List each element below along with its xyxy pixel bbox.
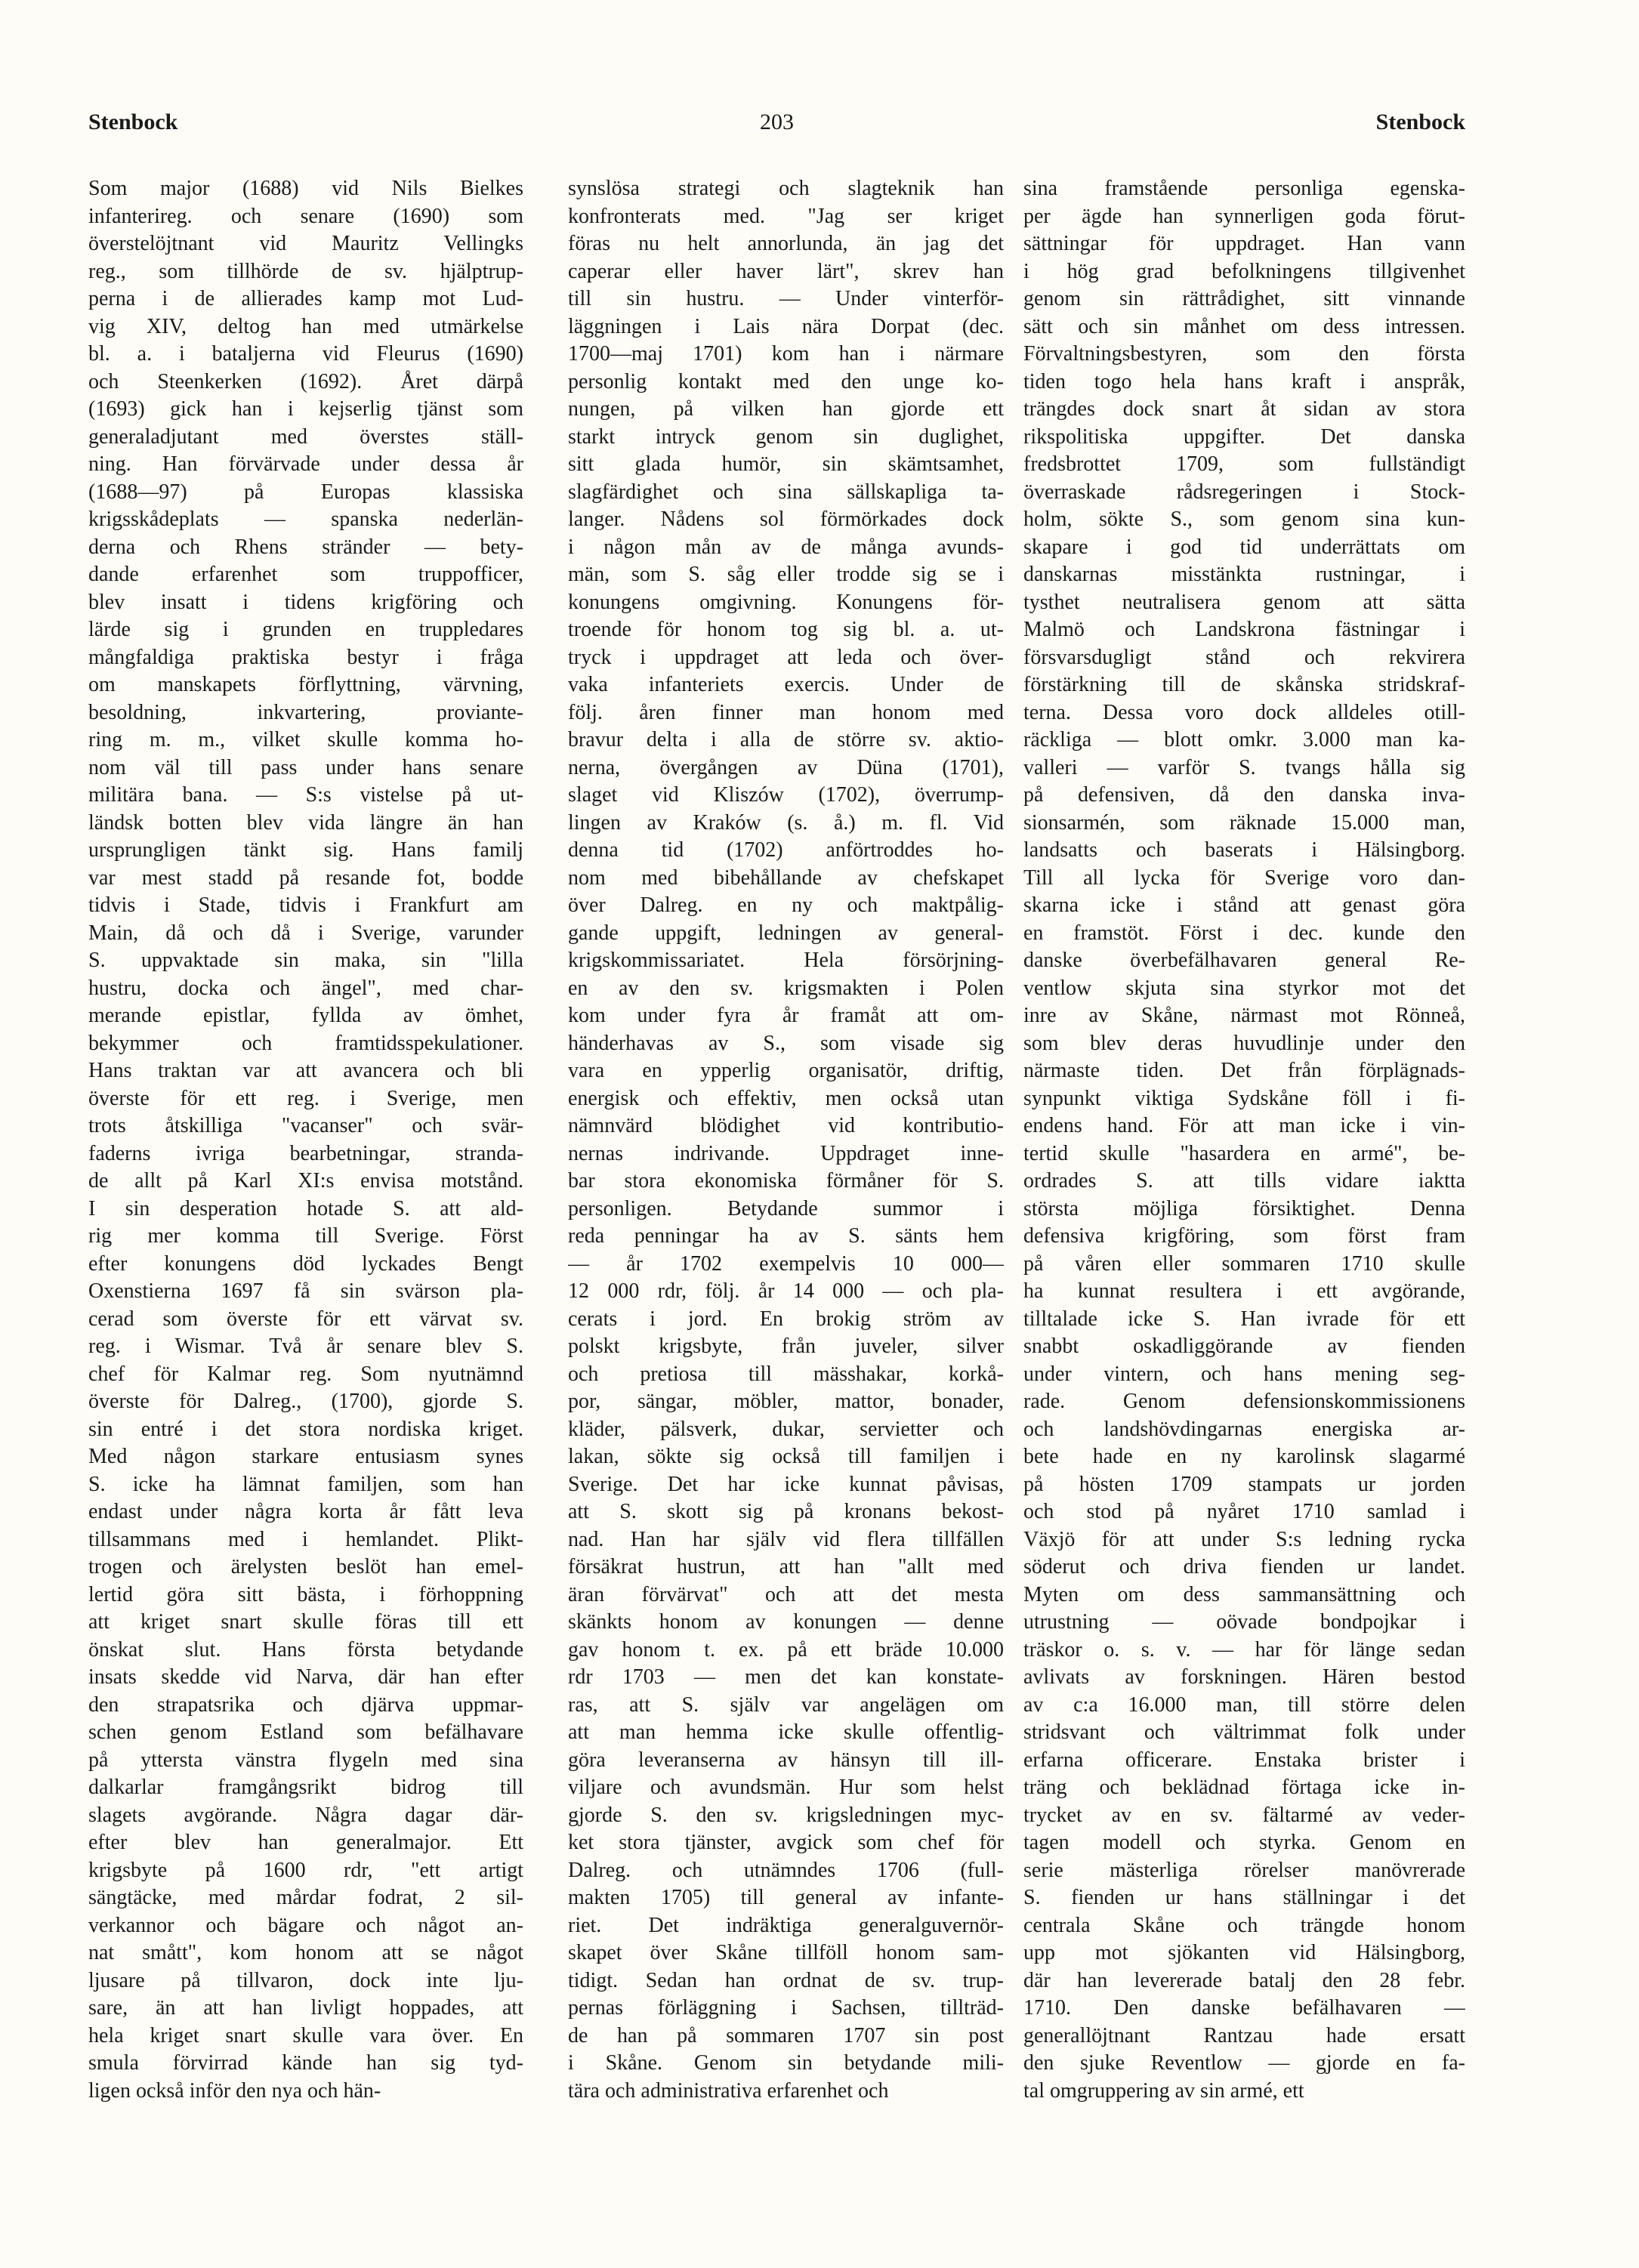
text-line: mångfaldiga praktiska bestyr i fråga bbox=[88, 645, 523, 669]
text-line: besoldning, inkvartering, proviante- bbox=[88, 700, 523, 724]
text-line: Förvaltningsbestyren, som den första bbox=[1023, 342, 1465, 366]
text-line: trängdes dock snart åt sidan av stora bbox=[1023, 397, 1465, 421]
text-line: insats skedde vid Narva, där han efter bbox=[88, 1665, 523, 1689]
text-line: om manskapets förflyttning, värvning, bbox=[88, 673, 523, 696]
text-line: rig mer komma till Sverige. Först bbox=[88, 1224, 523, 1248]
text-line: träng och beklädnad förtaga icke in- bbox=[1023, 1776, 1465, 1799]
text-line: slagets avgörande. Några dagar där- bbox=[88, 1803, 523, 1827]
text-line: den sjuke Reventlow — gjorde en fa- bbox=[1023, 2051, 1465, 2075]
text-line: smula förvirrad kände han sig tyd- bbox=[88, 2051, 523, 2075]
text-line: verkannor och bägare och något an- bbox=[88, 1913, 523, 1937]
text-line: sionsarmén, som räknade 15.000 man, bbox=[1023, 810, 1465, 835]
text-line: trycket av en sv. fältarmé av veder- bbox=[1023, 1803, 1465, 1827]
text-line: ländsk botten blev vida längre än han bbox=[88, 810, 523, 835]
page-number: 203 bbox=[760, 110, 794, 134]
text-line: personligen. Betydande summor i bbox=[568, 1196, 1004, 1220]
text-line: makten 1705) till general av infante- bbox=[568, 1886, 1004, 1909]
text-line: efter blev han generalmajor. Ett bbox=[88, 1831, 523, 1854]
text-line: Som major (1688) vid Nils Bielkes bbox=[88, 177, 523, 200]
text-line: 1700—maj 1701) kom han i närmare bbox=[568, 342, 1004, 366]
text-line: överstelöjtnant vid Mauritz Vellingks bbox=[88, 232, 523, 255]
text-line: var mest stadd på resande fot, bodde bbox=[88, 866, 523, 890]
text-line: till sin hustru. — Under vinterför- bbox=[568, 287, 1004, 310]
text-line: Oxenstierna 1697 få sin svärson pla- bbox=[88, 1279, 523, 1303]
text-line: (1693) gick han i kejserlig tjänst som bbox=[88, 397, 523, 421]
text-line: händerhavas av S., som visade sig bbox=[568, 1031, 1004, 1055]
text-line: centrala Skåne och trängde honom bbox=[1023, 1913, 1465, 1937]
text-line: tillsammans med i hemlandet. Plikt- bbox=[88, 1527, 523, 1551]
text-line: på hösten 1709 stampats ur jorden bbox=[1023, 1472, 1465, 1496]
text-line: chef för Kalmar reg. Som nyutnämnd bbox=[88, 1362, 523, 1386]
text-line: endast under några korta år fått leva bbox=[88, 1500, 523, 1523]
text-line: hela kriget snart skulle vara över. En bbox=[88, 2023, 523, 2047]
text-line: 1710. Den danske befälhavaren — bbox=[1023, 1996, 1465, 2020]
text-line: generaladjutant med överstes ställ- bbox=[88, 424, 523, 449]
text-line: sina framstående personliga egenska- bbox=[1023, 177, 1465, 200]
text-line: skarna icke i stånd att genast göra bbox=[1023, 893, 1465, 917]
text-line: utrustning — oövade bondpojkar i bbox=[1023, 1610, 1465, 1634]
text-line: perna i de allierades kamp mot Lud- bbox=[88, 287, 523, 310]
text-line: riet. Det indräktiga generalguvernör- bbox=[568, 1913, 1004, 1937]
text-line: rikspolitiska uppgifter. Det danska bbox=[1023, 424, 1465, 449]
text-line: starkt intryck genom sin duglighet, bbox=[568, 424, 1004, 449]
text-line: tiden togo hela hans kraft i anspråk, bbox=[1023, 369, 1465, 393]
text-line: reg. i Wismar. Två år senare blev S. bbox=[88, 1335, 523, 1358]
text-line: dande erfarenhet som truppofficer, bbox=[88, 563, 523, 586]
text-column-2 bbox=[568, 175, 1004, 2105]
text-line: gande uppgift, ledningen av general- bbox=[568, 921, 1004, 945]
text-line: endens hand. För att man icke i vin- bbox=[1023, 1114, 1465, 1137]
text-line: önskat slut. Hans första betydande bbox=[88, 1637, 523, 1662]
text-line: konungens omgivning. Konungens för- bbox=[568, 590, 1004, 614]
text-line: holm, sökte S., som genom sina kun- bbox=[1023, 508, 1465, 531]
text-line: de han på sommaren 1707 sin post bbox=[568, 2023, 1004, 2047]
text-line: under vintern, och hans mening seg- bbox=[1023, 1362, 1465, 1386]
text-line: dalkarlar framgångsrikt bidrog till bbox=[88, 1776, 523, 1799]
text-line: reda penningar ha av S. sänts hem bbox=[568, 1224, 1004, 1248]
text-line: tagen modell och styrka. Genom en bbox=[1023, 1831, 1465, 1854]
text-line: Växjö för att under S:s ledning rycka bbox=[1023, 1527, 1465, 1551]
text-column-1 bbox=[88, 175, 523, 2105]
text-line: generallöjtnant Rantzau hade ersatt bbox=[1023, 2023, 1465, 2047]
text-line: försvarsdugligt stånd och rekvirera bbox=[1023, 645, 1465, 669]
text-line: sitt glada humör, sin skämtsamhet, bbox=[568, 452, 1004, 476]
text-line: derna och Rhens stränder — bety- bbox=[88, 535, 523, 559]
text-line: och Steenkerken (1692). Året därpå bbox=[88, 369, 523, 393]
text-line: cerats i jord. En brokig ström av bbox=[568, 1307, 1004, 1331]
text-line: inre av Skåne, närmast mot Rönneå, bbox=[1023, 1004, 1465, 1027]
text-line: överste för ett reg. i Sverige, men bbox=[88, 1086, 523, 1110]
text-line: sare, än att han livligt hoppades, att bbox=[88, 1996, 523, 2020]
text-line: män, som S. såg eller trodde sig se i bbox=[568, 563, 1004, 586]
text-line: nom väl till pass under hans senare bbox=[88, 755, 523, 779]
text-line: upp mot sjökanten vid Hälsingborg, bbox=[1023, 1941, 1465, 1964]
text-line: i hög grad befolkningens tillgivenhet bbox=[1023, 259, 1465, 283]
text-line: tertid skulle "hasardera en armé", be- bbox=[1023, 1141, 1465, 1165]
text-line: sängtäcke, med mårdar fodrat, 2 sil- bbox=[88, 1886, 523, 1909]
text-line: lärde sig i grunden en truppledares bbox=[88, 618, 523, 641]
text-line: tryck i uppdraget att leda och över- bbox=[568, 645, 1004, 669]
text-line: kläder, pälsverk, dukar, servietter och bbox=[568, 1417, 1004, 1441]
text-line: följ. åren finner man honom med bbox=[568, 700, 1004, 724]
text-line: blev insatt i tidens krigföring och bbox=[88, 590, 523, 614]
text-line: Myten om dess sammansättning och bbox=[1023, 1582, 1465, 1606]
running-head bbox=[88, 107, 1465, 137]
text-line: rade. Genom defensionskommissionens bbox=[1023, 1390, 1465, 1413]
text-line: troende för honom tog sig bl. a. ut- bbox=[568, 618, 1004, 641]
text-line: viljare och avundsmän. Hur som helst bbox=[568, 1776, 1004, 1799]
text-line: konfronterats med. "Jag ser kriget bbox=[568, 204, 1004, 228]
text-line: bekymmer och framtidsspekulationer. bbox=[88, 1031, 523, 1055]
text-line: krigsskådeplats — spanska nederlän- bbox=[88, 508, 523, 531]
text-line: hustru, docka och ängel", med char- bbox=[88, 976, 523, 1000]
text-line: bar stora ekonomiska förmåner för S. bbox=[568, 1169, 1004, 1193]
text-line: ljusare på tillvaron, dock inte lju- bbox=[88, 1968, 523, 1992]
text-line: synslösa strategi och slagteknik han bbox=[568, 177, 1004, 200]
text-line: ursprungligen tänkt sig. Hans familj bbox=[88, 838, 523, 862]
text-line: per ägde han synnerligen goda förut- bbox=[1023, 204, 1465, 228]
text-line: att kriget snart skulle föras till ett bbox=[88, 1610, 523, 1634]
text-line: defensiva krigföring, som först fram bbox=[1023, 1224, 1465, 1248]
text-line: nad. Han har själv vid flera tillfällen bbox=[568, 1527, 1004, 1551]
text-line: efter konungens död lyckades Bengt bbox=[88, 1251, 523, 1276]
text-line: militära bana. — S:s vistelse på ut- bbox=[88, 783, 523, 807]
text-line: den strapatsrika och djärva uppmar- bbox=[88, 1693, 523, 1717]
running-head-left-title: Stenbock bbox=[88, 110, 178, 134]
text-line: fredsbrottet 1709, som fullständigt bbox=[1023, 452, 1465, 476]
text-line: söderut och driva fienden ur landet. bbox=[1023, 1555, 1465, 1578]
text-line: schen genom Estland som befälhavare bbox=[88, 1720, 523, 1744]
text-line: Sverige. Det har icke kunnat påvisas, bbox=[568, 1472, 1004, 1496]
text-line: på våren eller sommaren 1710 skulle bbox=[1023, 1251, 1465, 1276]
text-line: ras, att S. själv var angelägen om bbox=[568, 1693, 1004, 1717]
text-line: terna. Dessa voro dock alldeles otill- bbox=[1023, 700, 1465, 724]
text-line: S. uppvaktade sin maka, sin "lilla bbox=[88, 949, 523, 972]
running-head-right-title: Stenbock bbox=[1375, 110, 1465, 134]
text-line: vig XIV, deltog han med utmärkelse bbox=[88, 314, 523, 338]
text-line: 12 000 rdr, följ. år 14 000 — och pla- bbox=[568, 1279, 1004, 1303]
text-line: infanterireg. och senare (1690) som bbox=[88, 204, 523, 228]
text-line: slaget vid Kliszów (1702), överrump- bbox=[568, 783, 1004, 807]
text-line: Malmö och Landskrona fästningar i bbox=[1023, 618, 1465, 641]
text-line: danske överbefälhavaren general Re- bbox=[1023, 949, 1465, 972]
text-line: nämnvärd blödighet vid kontributio- bbox=[568, 1114, 1004, 1137]
text-line: nom med bibehållande av chefskapet bbox=[568, 866, 1004, 890]
text-line: över Dalreg. en ny och maktpålig- bbox=[568, 893, 1004, 917]
text-line: por, sängar, möbler, mattor, bonader, bbox=[568, 1390, 1004, 1413]
text-line: snabbt oskadliggörande av fienden bbox=[1023, 1335, 1465, 1358]
text-line: S. icke ha lämnat familjen, som han bbox=[88, 1472, 523, 1496]
text-line: Hans traktan var att avancera och bli bbox=[88, 1059, 523, 1082]
text-line: Main, då och då i Sverige, varunder bbox=[88, 921, 523, 945]
text-line: valleri — varför S. tvangs hålla sig bbox=[1023, 755, 1465, 779]
text-line: bravur delta i alla de större sv. aktio- bbox=[568, 728, 1004, 751]
text-line: och landshövdingarnas energiska ar- bbox=[1023, 1417, 1465, 1441]
text-column-3 bbox=[1023, 175, 1465, 2105]
text-line: danskarnas misstänkta rustningar, i bbox=[1023, 563, 1465, 586]
text-line: en av den sv. krigsmakten i Polen bbox=[568, 976, 1004, 1000]
text-line: landsatts och baserats i Hälsingborg. bbox=[1023, 838, 1465, 862]
text-line: faderns ivriga bearbetningar, stranda- bbox=[88, 1141, 523, 1165]
text-line: Dalreg. och utnämndes 1706 (full- bbox=[568, 1858, 1004, 1882]
text-line: serie mästerliga rörelser manövrerade bbox=[1023, 1858, 1465, 1882]
text-line: på defensiven, då den danska inva- bbox=[1023, 783, 1465, 807]
text-line: Med någon starkare entusiasm synes bbox=[88, 1445, 523, 1468]
text-line: nungen, på vilken han gjorde ett bbox=[568, 397, 1004, 421]
text-line: ligen också inför den nya och hän- bbox=[88, 2078, 381, 2103]
text-line: bete hade en ny karolinsk slagarmé bbox=[1023, 1445, 1465, 1468]
text-line: trogen och ärelysten beslöt han emel- bbox=[88, 1555, 523, 1578]
text-line: langer. Nådens sol förmörkades dock bbox=[568, 508, 1004, 531]
text-line: personlig kontakt med den unge ko- bbox=[568, 369, 1004, 393]
text-line: energisk och effektiv, men också utan bbox=[568, 1086, 1004, 1110]
text-line: som blev deras huvudlinje under den bbox=[1023, 1031, 1465, 1055]
text-line: och pretiosa till mässhakar, korkå- bbox=[568, 1362, 1004, 1386]
text-line: tidvis i Stade, tidvis i Frankfurt am bbox=[88, 893, 523, 917]
text-line: sättningar för uppdraget. Han vann bbox=[1023, 232, 1465, 255]
text-line: (1688—97) på Europas klassiska bbox=[88, 480, 523, 504]
text-line: sin entré i det stora nordiska kriget. bbox=[88, 1417, 523, 1441]
text-line: där han levererade batalj den 28 febr. bbox=[1023, 1968, 1465, 1992]
text-line: på yttersta vänstra flygeln med sina bbox=[88, 1748, 523, 1772]
text-line: Till all lycka för Sverige voro dan- bbox=[1023, 866, 1465, 890]
text-line: läggningen i Lais nära Dorpat (dec. bbox=[568, 314, 1004, 338]
text-line: skapet över Skåne tillföll honom sam- bbox=[568, 1941, 1004, 1964]
text-line: nerna, övergången av Düna (1701), bbox=[568, 755, 1004, 779]
text-line: ning. Han förvärvade under dessa år bbox=[88, 452, 523, 476]
text-line: försäkrat hustrun, att han "allt med bbox=[568, 1555, 1004, 1578]
text-line: gjorde S. den sv. krigsledningen myc- bbox=[568, 1803, 1004, 1827]
text-line: lingen av Kraków (s. å.) m. fl. Vid bbox=[568, 810, 1004, 835]
text-line: tilltalade icke S. Han ivrade för ett bbox=[1023, 1307, 1465, 1331]
text-line: överste för Dalreg., (1700), gjorde S. bbox=[88, 1390, 523, 1413]
text-line: att man hemma icke skulle offentlig- bbox=[568, 1720, 1004, 1744]
text-line: trots åtskilliga "vacanser" och svär- bbox=[88, 1114, 523, 1137]
text-line: räckliga — blott omkr. 3.000 man ka- bbox=[1023, 728, 1465, 751]
text-line: kom under fyra år framåt att om- bbox=[568, 1004, 1004, 1027]
text-line: göra leveranserna av hänsyn till ill- bbox=[568, 1748, 1004, 1772]
text-line: att S. skott sig på kronans bekost- bbox=[568, 1500, 1004, 1523]
text-line: genom sin rättrådighet, sitt vinnande bbox=[1023, 287, 1465, 310]
text-line: reg., som tillhörde de sv. hjälptrup- bbox=[88, 259, 523, 283]
text-line: tal omgruppering av sin armé, ett bbox=[1023, 2078, 1304, 2103]
text-line: skapare i god tid underrättats om bbox=[1023, 535, 1465, 559]
text-line: polskt krigsbyte, från juveler, silver bbox=[568, 1335, 1004, 1358]
text-line: nernas indrivande. Uppdraget inne- bbox=[568, 1141, 1004, 1165]
text-line: tysthet neutralisera genom att sätta bbox=[1023, 590, 1465, 614]
text-line: vara en ypperlig organisatör, driftig, bbox=[568, 1059, 1004, 1082]
text-line: föras nu helt annorlunda, än jag det bbox=[568, 232, 1004, 255]
text-line: ordrades S. att tills vidare iaktta bbox=[1023, 1169, 1465, 1193]
text-line: närmaste tiden. Det från förplägnads- bbox=[1023, 1059, 1465, 1082]
text-line: — år 1702 exempelvis 10 000— bbox=[568, 1251, 1004, 1276]
text-line: merande epistlar, fyllda av ömhet, bbox=[88, 1004, 523, 1027]
text-line: lakan, sökte sig också till familjen i bbox=[568, 1445, 1004, 1468]
text-line: I sin desperation hotade S. att ald- bbox=[88, 1196, 523, 1220]
text-line: en framstöt. Först i dec. kunde den bbox=[1023, 921, 1465, 945]
text-line: lertid göra sitt bästa, i förhoppning bbox=[88, 1582, 523, 1606]
text-line: i Skåne. Genom sin betydande mili- bbox=[568, 2051, 1004, 2075]
text-line: överraskade rådsregeringen i Stock- bbox=[1023, 480, 1465, 504]
text-line: krigskommissariatet. Hela försörjning- bbox=[568, 949, 1004, 972]
text-line: skänkts honom av konungen — denne bbox=[568, 1610, 1004, 1634]
text-line: avlivats av forskningen. Hären bestod bbox=[1023, 1665, 1465, 1689]
text-line: förstärkning till de skånska stridskraf- bbox=[1023, 673, 1465, 696]
text-line: sätt och sin månhet om dess intressen. bbox=[1023, 314, 1465, 338]
text-line: vaka infanteriets exercis. Under de bbox=[568, 673, 1004, 696]
text-line: ring m. m., vilket skulle komma ho- bbox=[88, 728, 523, 751]
text-line: denna tid (1702) anförtroddes ho- bbox=[568, 838, 1004, 862]
text-line: tidigt. Sedan han ordnat de sv. trup- bbox=[568, 1968, 1004, 1992]
text-line: de allt på Karl XI:s envisa motstånd. bbox=[88, 1169, 523, 1193]
text-line: slagfärdighet och sina sällskapliga ta- bbox=[568, 480, 1004, 504]
text-line: nat smått", kom honom att se något bbox=[88, 1941, 523, 1964]
text-line: ket stora tjänster, avgick som chef för bbox=[568, 1831, 1004, 1854]
text-line: bl. a. i bataljerna vid Fleurus (1690) bbox=[88, 342, 523, 366]
text-line: äran förvärvat" och att det mesta bbox=[568, 1582, 1004, 1606]
text-line: i någon mån av de många avunds- bbox=[568, 535, 1004, 559]
text-line: caperar eller haver lärt", skrev han bbox=[568, 259, 1004, 283]
text-line: tära och administrativa erfarenhet och bbox=[568, 2078, 889, 2103]
text-line: ventlow skjuta sina styrkor mot det bbox=[1023, 976, 1465, 1000]
text-line: av c:a 16.000 man, till större delen bbox=[1023, 1693, 1465, 1717]
text-line: erfarna officerare. Enstaka brister i bbox=[1023, 1748, 1465, 1772]
text-line: träskor o. s. v. — har för länge sedan bbox=[1023, 1637, 1465, 1662]
text-line: krigsbyte på 1600 rdr, "ett artigt bbox=[88, 1858, 523, 1882]
text-line: stridsvant och vältrimmat folk under bbox=[1023, 1720, 1465, 1744]
text-line: pernas förläggning i Sachsen, tillträd- bbox=[568, 1996, 1004, 2020]
text-line: rdr 1703 — men det kan konstate- bbox=[568, 1665, 1004, 1689]
text-line: ha kunnat resultera i ett avgörande, bbox=[1023, 1279, 1465, 1303]
text-line: och stod på nyåret 1710 samlad i bbox=[1023, 1500, 1465, 1523]
text-line: gav honom t. ex. på ett bräde 10.000 bbox=[568, 1637, 1004, 1662]
text-line: synpunkt viktiga Sydskåne föll i fi- bbox=[1023, 1086, 1465, 1110]
text-line: största möjliga försiktighet. Denna bbox=[1023, 1196, 1465, 1220]
text-line: cerad som överste för ett värvat sv. bbox=[88, 1307, 523, 1331]
text-line: S. fienden ur hans ställningar i det bbox=[1023, 1886, 1465, 1909]
